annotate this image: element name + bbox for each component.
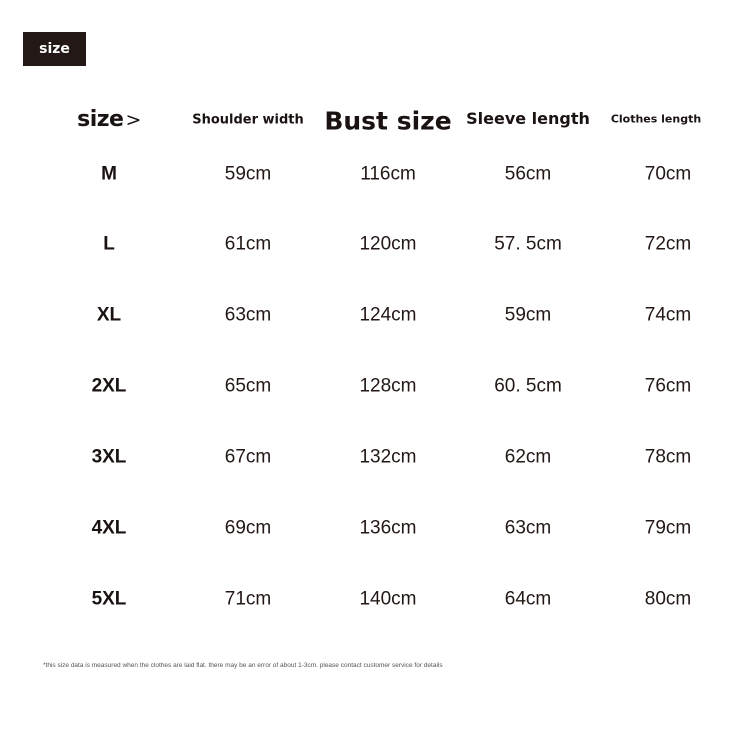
- clothes-length-header: Clothes length: [610, 112, 702, 126]
- sleeve-length-value: 59cm: [504, 304, 552, 326]
- clothes-length-value: 76cm: [644, 375, 692, 397]
- shoulder-width-value: 69cm: [224, 517, 272, 539]
- measurement-footnote: *this size data is measured when the clothes are laid flat. there may be an error of about 1-3cm. please contact customer service for details: [43, 662, 443, 669]
- size-label-l: L: [103, 233, 115, 255]
- bust-size-value: 136cm: [359, 517, 417, 539]
- shoulder-width-value: 67cm: [224, 446, 272, 468]
- shoulder-width-value: 63cm: [224, 304, 272, 326]
- bust-size-value: 124cm: [359, 304, 417, 326]
- clothes-length-value: 80cm: [644, 588, 692, 610]
- shoulder-width-value: 65cm: [224, 375, 272, 397]
- sleeve-length-value: 62cm: [504, 446, 552, 468]
- size-label-4xl: 4XL: [91, 517, 127, 539]
- shoulder-width-value: 71cm: [224, 588, 272, 610]
- size-label-3xl: 3XL: [91, 446, 127, 468]
- size-column-header: [77, 109, 141, 131]
- clothes-length-value: 74cm: [644, 304, 692, 326]
- arrow-icon: >: [125, 109, 141, 131]
- shoulder-width-value: 61cm: [224, 233, 272, 255]
- bust-size-value: 140cm: [359, 588, 417, 610]
- size-header-label: size: [77, 107, 124, 132]
- sleeve-length-value: 57. 5cm: [494, 233, 562, 255]
- sleeve-length-value: 60. 5cm: [494, 375, 562, 397]
- bust-size-value: 120cm: [359, 233, 417, 255]
- shoulder-width-header: Shoulder width: [192, 112, 304, 128]
- bust-size-header: Bust size: [324, 106, 452, 136]
- sleeve-length-value: 64cm: [504, 588, 552, 610]
- size-label-2xl: 2XL: [91, 375, 127, 397]
- clothes-length-value: 79cm: [644, 517, 692, 539]
- clothes-length-value: 72cm: [644, 233, 692, 255]
- clothes-length-value: 78cm: [644, 446, 692, 468]
- sleeve-length-header: Sleeve length: [466, 109, 590, 128]
- clothes-length-value: 70cm: [644, 163, 692, 185]
- shoulder-width-value: 59cm: [224, 163, 272, 185]
- size-tag: size: [23, 32, 86, 66]
- bust-size-value: 132cm: [359, 446, 417, 468]
- size-label-m: M: [101, 163, 117, 185]
- sleeve-length-value: 63cm: [504, 517, 552, 539]
- sleeve-length-value: 56cm: [504, 163, 552, 185]
- bust-size-value: 128cm: [359, 375, 417, 397]
- size-label-5xl: 5XL: [91, 588, 127, 610]
- size-label-xl: XL: [96, 304, 122, 326]
- bust-size-value: 116cm: [360, 163, 416, 185]
